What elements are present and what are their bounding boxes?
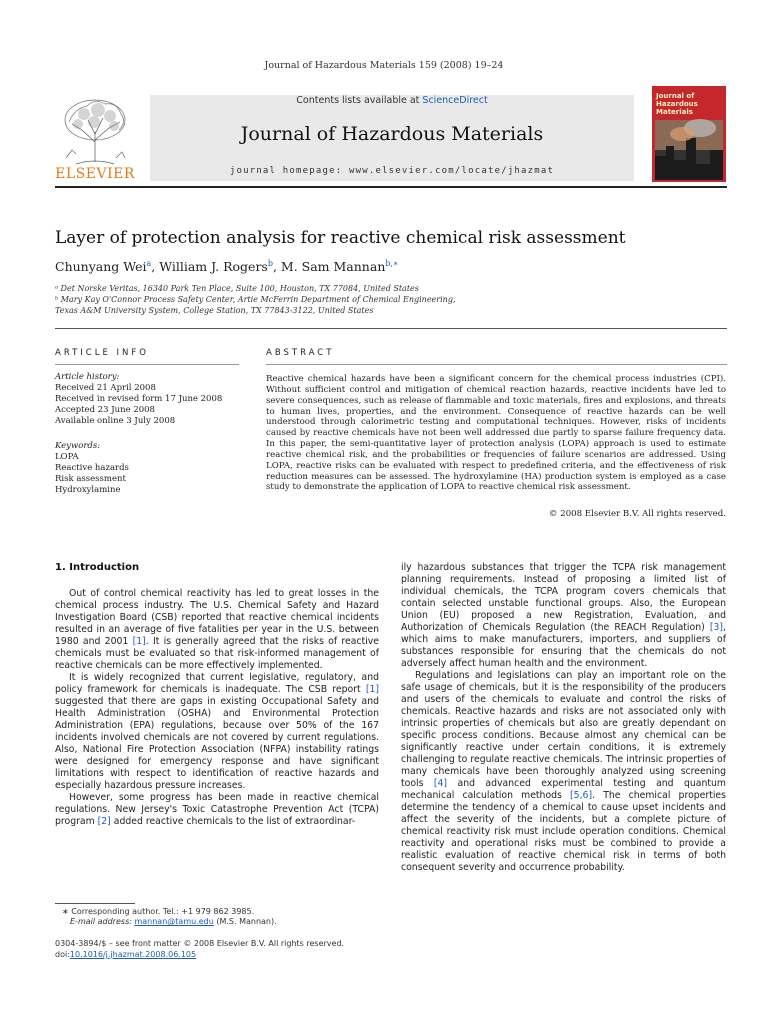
paragraph <box>55 588 379 672</box>
issn-line: 0304-3894/$ – see front matter © 2008 Elsevier B.V. All rights reserved. <box>55 939 345 948</box>
author-sep: , <box>151 259 160 275</box>
journal-title: Journal of Hazardous Materials <box>240 123 544 145</box>
citation-link[interactable]: [5,6] <box>570 790 593 801</box>
author-list <box>55 259 398 274</box>
author-affil-mark[interactable]: b,∗ <box>385 259 399 268</box>
paragraph-text: and advanced experimental testing and quantum mechanical calculation methods <box>401 778 726 801</box>
article-info-rule <box>55 364 239 365</box>
journal-reference: Journal of Hazardous Materials 159 (2008) 19–24 <box>264 60 504 71</box>
citation-link[interactable]: [1] <box>365 684 379 695</box>
contents-line <box>150 95 634 106</box>
journal-homepage[interactable]: journal homepage: www.elsevier.com/locate/jhazmat <box>229 166 555 176</box>
paragraph-text: It is widely recognized that current legislative, regulatory, and policy framework for chemicals is inadequate. The CSB report <box>55 672 379 695</box>
header-rule <box>55 186 727 188</box>
affiliation-b: ᵇ Mary Kay O'Connor Process Safety Center, Artie McFerrin Department of Chemical Engineering, <box>55 295 456 304</box>
email-note <box>70 917 277 926</box>
abstract-copyright: © 2008 Elsevier B.V. All rights reserved. <box>548 509 726 519</box>
keywords-label: Keywords: <box>55 441 101 451</box>
author-affil-mark[interactable]: a <box>146 259 152 268</box>
elsevier-logo <box>54 92 136 184</box>
paragraph-text: . The chemical properties determine the tendency of a chemical to cause upset incidents and affect the severity of the incidents, but a complete picture of chemical reactivity risk must include operation conditions. Chemical reactivity and operational risks must be combined to provide a realistic evaluation of reactive chemical risk in terms of both consequent severity and occurrence probability. <box>401 790 726 873</box>
abstract-heading: ABSTRACT <box>266 348 335 358</box>
paragraph <box>401 670 726 874</box>
paragraph-text: added reactive chemicals to the list of extraordinar- <box>110 816 356 827</box>
right-column <box>401 562 726 874</box>
affiliation-b-cont: Texas A&M University System, College Station, TX 77843-3122, United States <box>55 306 374 315</box>
footnote-rule <box>55 903 135 904</box>
doi-label: doi: <box>55 950 70 959</box>
author-name: William J. Rogers <box>159 259 268 275</box>
paragraph-text: suggested that there are gaps in existing Occupational Safety and Health Administration (OSHA) and Environmental Protection Administration (EPA) regulations, because over 50% of the 167 incidents involved chemicals are not covered by current regulations. Also, National Fire Protection Association (NFPA) instability ratings were designed for emergency response and have significant limitations with respect to identification of reactive hazards and especially hazardous pressure increases. <box>55 696 379 791</box>
citation-link[interactable]: [4] <box>433 778 448 789</box>
affiliation-a: ᵃ Det Norske Veritas, 16340 Park Ten Place, Suite 100, Houston, TX 77084, United States <box>55 284 419 293</box>
keyword-item: Hydroxylamine <box>55 485 121 495</box>
paragraph <box>55 672 379 792</box>
email-link[interactable]: mannan@tamu.edu <box>134 917 214 926</box>
author-affil-mark[interactable]: b <box>267 259 273 268</box>
keyword-item: Reactive hazards <box>55 463 129 473</box>
article-info-heading: ARTICLE INFO <box>55 348 149 358</box>
paragraph-text: ily hazardous substances that trigger the TCPA risk management planning requirements. Instead of proposing a limited list of individual chemicals, the TCPA program covers chemicals that contain selected unstable functional groups. Also, the European Union (EU) proposed a new Registration, Evaluation, and Authorization of Chemicals Regulation (the REACH Regulation) <box>401 562 726 633</box>
paragraph-text: . It is generally agreed that the risks of reactive chemicals must be evaluated so that risk-informed management of reactive chemicals can be more effectively implemented. <box>55 636 379 671</box>
doi-link[interactable]: 10.1016/j.jhazmat.2008.06.105 <box>69 950 197 959</box>
history-item: Received 21 April 2008 <box>55 383 156 393</box>
paragraph-text: However, some progress has been made in reactive chemical regulations. New Jersey's Toxic Catastrophe Prevention Act (TCPA) program <box>55 792 379 827</box>
left-column <box>55 588 379 828</box>
history-label: Article history: <box>55 372 120 382</box>
author-sep: , <box>272 259 281 275</box>
section-heading: 1. Introduction <box>55 562 140 573</box>
paragraph <box>401 562 726 670</box>
paper-title: Layer of protection analysis for reactive chemical risk assessment <box>55 228 626 248</box>
history-item: Received in revised form 17 June 2008 <box>55 394 223 404</box>
abstract-rule <box>266 364 727 365</box>
citation-link[interactable]: [1] <box>132 636 146 647</box>
abstract-text: Reactive chemical hazards have been a significant concern for the chemical process industries (CPI). Without sufficient control and mitigation of chemical reaction hazards, reactive incidents have led to severe consequences, such as release of flammable and toxic materials, fires and explosions, and threats to human lives, properties, and the environment. Consequence of reactive hazards can be well understood through calorimetric testing and computational techniques. However, risks of incidents caused by reactive chemicals have not been well addressed due partly to sparse failure frequency data. In this paper, the semi-quantitative layer of protection analysis (LOPA) approach is used to estimate reactive chemical risk, and the probabilities or frequencies of failure scenarios are addressed. Using LOPA, reactive risks can be evaluated with respect to predefined criteria, and the effectiveness of risk reduction measures can be assessed. The hydroxylamine (HA) production system is employed as a case study to demonstrate the application of LOPA to reactive chemical risk assessment. <box>266 374 726 493</box>
history-item: Accepted 23 June 2008 <box>55 405 155 415</box>
sciencedirect-link[interactable]: ScienceDirect <box>422 95 488 106</box>
keyword-item: Risk assessment <box>55 474 126 484</box>
contents-prefix: Contents lists available at <box>296 95 423 106</box>
publisher-name: ELSEVIER <box>55 166 135 182</box>
citation-link[interactable]: [2] <box>97 816 111 827</box>
keyword-item: LOPA <box>55 452 79 462</box>
paragraph-text: Regulations and legislations can play an important role on the safe usage of chemicals, but it is the responsibility of the producers and users of the chemicals to evaluate and control the risks of chemicals. Reactive hazards and risks are not associated only with intrinsic properties of chemicals but also are greatly dependant on specific process conditions. Because almost any chemical can be significantly reactive under certain conditions, it is extremely challenging to regulate reactive chemicals. The intrinsic properties of many chemicals have been thoroughly analyzed using screening tools <box>401 670 726 789</box>
title-rule <box>55 328 727 329</box>
paragraph-text: , which aims to make manufacturers, importers, and suppliers of substances responsible for ensuring that the chemicals do not adversely affect human health and the environment. <box>401 622 726 669</box>
author-name: Chunyang Wei <box>55 259 147 275</box>
paragraph <box>55 792 379 828</box>
paragraph-text: Out of control chemical reactivity has led to great losses in the chemical process industry. The U.S. Chemical Safety and Hazard Investigation Board (CSB) reported that reactive chemical incidents resulted in an average of five fatalities per year in the U.S. between 1980 and 2001 <box>55 588 379 647</box>
author-name: M. Sam Mannan <box>280 259 386 275</box>
doi-line <box>55 950 196 959</box>
history-item: Available online 3 July 2008 <box>55 416 176 426</box>
cover-title: Journal of Hazardous Materials <box>656 92 698 116</box>
journal-cover <box>652 86 726 182</box>
citation-link[interactable]: [3] <box>709 622 724 633</box>
email-label: E-mail address: <box>70 917 135 926</box>
corresponding-author-note: ∗ Corresponding author. Tel.: +1 979 862 3985. <box>62 907 255 916</box>
email-suffix: (M.S. Mannan). <box>213 917 277 926</box>
